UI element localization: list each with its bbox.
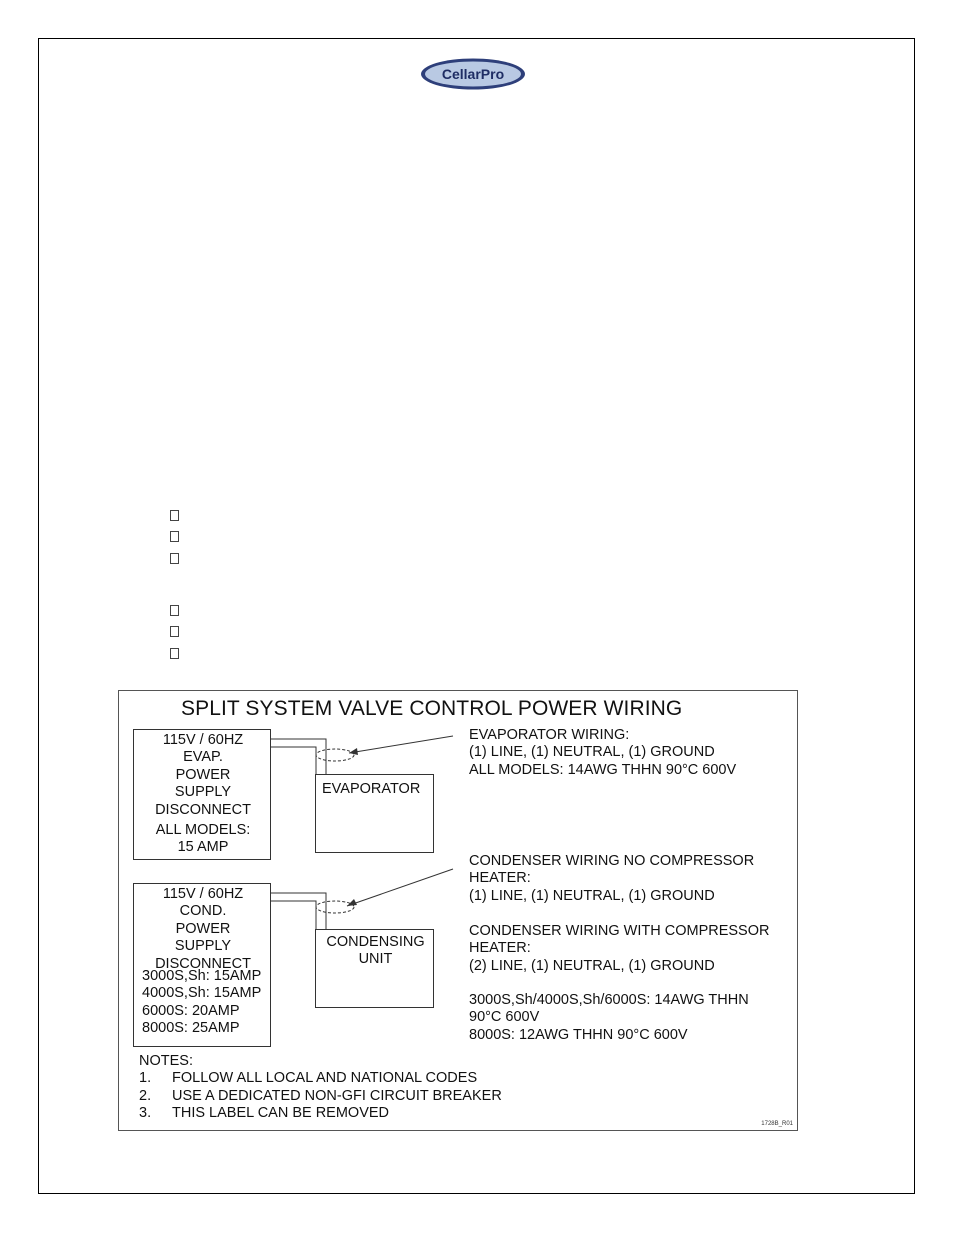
notes-list: [139, 1070, 502, 1122]
evap-wire-1: [271, 739, 326, 774]
wire-specs-text: [469, 992, 749, 1044]
cond-no-heater-text: [469, 853, 754, 905]
cond-rating-line: 6000S: 20AMP: [142, 1002, 240, 1019]
cond-with-heater-text: [469, 923, 769, 975]
checkbox-glyph-icon: [170, 510, 179, 521]
condensing-unit-line: UNIT: [358, 951, 393, 968]
cond-wire-2: [271, 901, 316, 929]
evap-supply-text: [134, 732, 272, 819]
wire-spec-line: 3000S,Sh/4000S,Sh/6000S: 14AWG THHN: [469, 992, 749, 1008]
condensing-unit-box: [315, 929, 434, 1008]
cond-with-heater-line: CONDENSER WIRING WITH COMPRESSOR: [469, 923, 770, 939]
wire-spec-line: 8000S: 12AWG THHN 90°C 600V: [469, 1026, 688, 1043]
cond-rating-line: 3000S,Sh: 15AMP: [142, 968, 262, 984]
cond-rating-line: 4000S,Sh: 15AMP: [142, 985, 262, 1002]
cond-rating-line: 8000S: 25AMP: [142, 1020, 240, 1037]
cond-supply-box: [133, 883, 271, 1047]
checkbox-glyph-icon: [170, 605, 179, 616]
cond-supply-line: COND.: [179, 903, 227, 920]
evap-supply-line: DISCONNECT: [155, 801, 251, 818]
cond-supply-line: DISCONNECT: [155, 955, 251, 972]
checkbox-glyph-icon: [170, 626, 179, 637]
label-title: SPLIT SYSTEM VALVE CONTROL POWER WIRING: [181, 697, 683, 720]
cond-supply-line: 115V / 60HZ: [162, 886, 244, 902]
notes-title: NOTES:: [139, 1053, 193, 1069]
evap-wiring-line: ALL MODELS: 14AWG THHN 90°C 600V: [469, 761, 737, 778]
evaporator-label: EVAPORATOR: [322, 781, 421, 797]
note-item: [139, 1088, 502, 1105]
evap-models-label: ALL MODELS:: [155, 822, 251, 838]
evap-wiring-text: [469, 727, 736, 779]
note-text: FOLLOW ALL LOCAL AND NATIONAL CODES: [172, 1070, 478, 1087]
condensing-unit-line: CONDENSING: [326, 934, 425, 950]
note-number: 3.: [139, 1105, 152, 1122]
evap-supply-line: EVAP.: [183, 749, 223, 766]
evap-supply-box: [133, 729, 271, 860]
checkbox-glyph-icon: [170, 648, 179, 659]
checkbox-glyph-icon: [170, 553, 179, 564]
evap-supply-line: 115V / 60HZ: [162, 732, 244, 748]
evaporator-box: [315, 774, 434, 853]
evap-wire-2: [271, 747, 316, 774]
cond-with-heater-line: HEATER:: [469, 940, 531, 957]
note-item: [139, 1070, 502, 1087]
note-text: USE A DEDICATED NON-GFI CIRCUIT BREAKER: [172, 1087, 502, 1104]
cond-no-heater-line: HEATER:: [469, 870, 531, 887]
note-text: THIS LABEL CAN BE REMOVED: [172, 1105, 390, 1122]
evap-models-value: 15 AMP: [177, 839, 229, 855]
evap-wiring-line: (1) LINE, (1) NEUTRAL, (1) GROUND: [469, 744, 715, 761]
wire-spec-line: 90°C 600V: [469, 1009, 540, 1026]
note-number: 1.: [139, 1070, 152, 1087]
cond-supply-line: POWER: [175, 920, 231, 937]
cellarpro-logo: [420, 58, 526, 90]
note-number: 2.: [139, 1087, 152, 1104]
cond-wire-1: [271, 893, 326, 929]
cond-no-heater-line: (1) LINE, (1) NEUTRAL, (1) GROUND: [469, 887, 715, 904]
wiring-label: [118, 690, 798, 1131]
cond-supply-line: SUPPLY: [174, 938, 232, 955]
evap-wiring-line: EVAPORATOR WIRING:: [469, 727, 630, 743]
evap-wire-bundle: [316, 749, 354, 761]
cond-supply-text: [134, 886, 272, 973]
cond-ratings-text: [142, 968, 261, 1038]
cond-with-heater-line: (2) LINE, (1) NEUTRAL, (1) GROUND: [469, 957, 715, 974]
cond-leader-line: [347, 869, 453, 906]
note-item: [139, 1105, 502, 1122]
cond-no-heater-line: CONDENSER WIRING NO COMPRESSOR: [469, 853, 755, 869]
logo-text: CellarPro: [441, 66, 505, 82]
evap-leader-line: [349, 736, 453, 753]
notes: [139, 1053, 502, 1123]
condensing-unit-label: [316, 934, 435, 969]
ref-code: 1728B_R01: [761, 1121, 793, 1127]
checkbox-glyph-icon: [170, 531, 179, 542]
evap-supply-line: SUPPLY: [174, 784, 232, 801]
cond-wire-bundle: [316, 901, 354, 913]
evap-supply-line: POWER: [175, 766, 231, 783]
